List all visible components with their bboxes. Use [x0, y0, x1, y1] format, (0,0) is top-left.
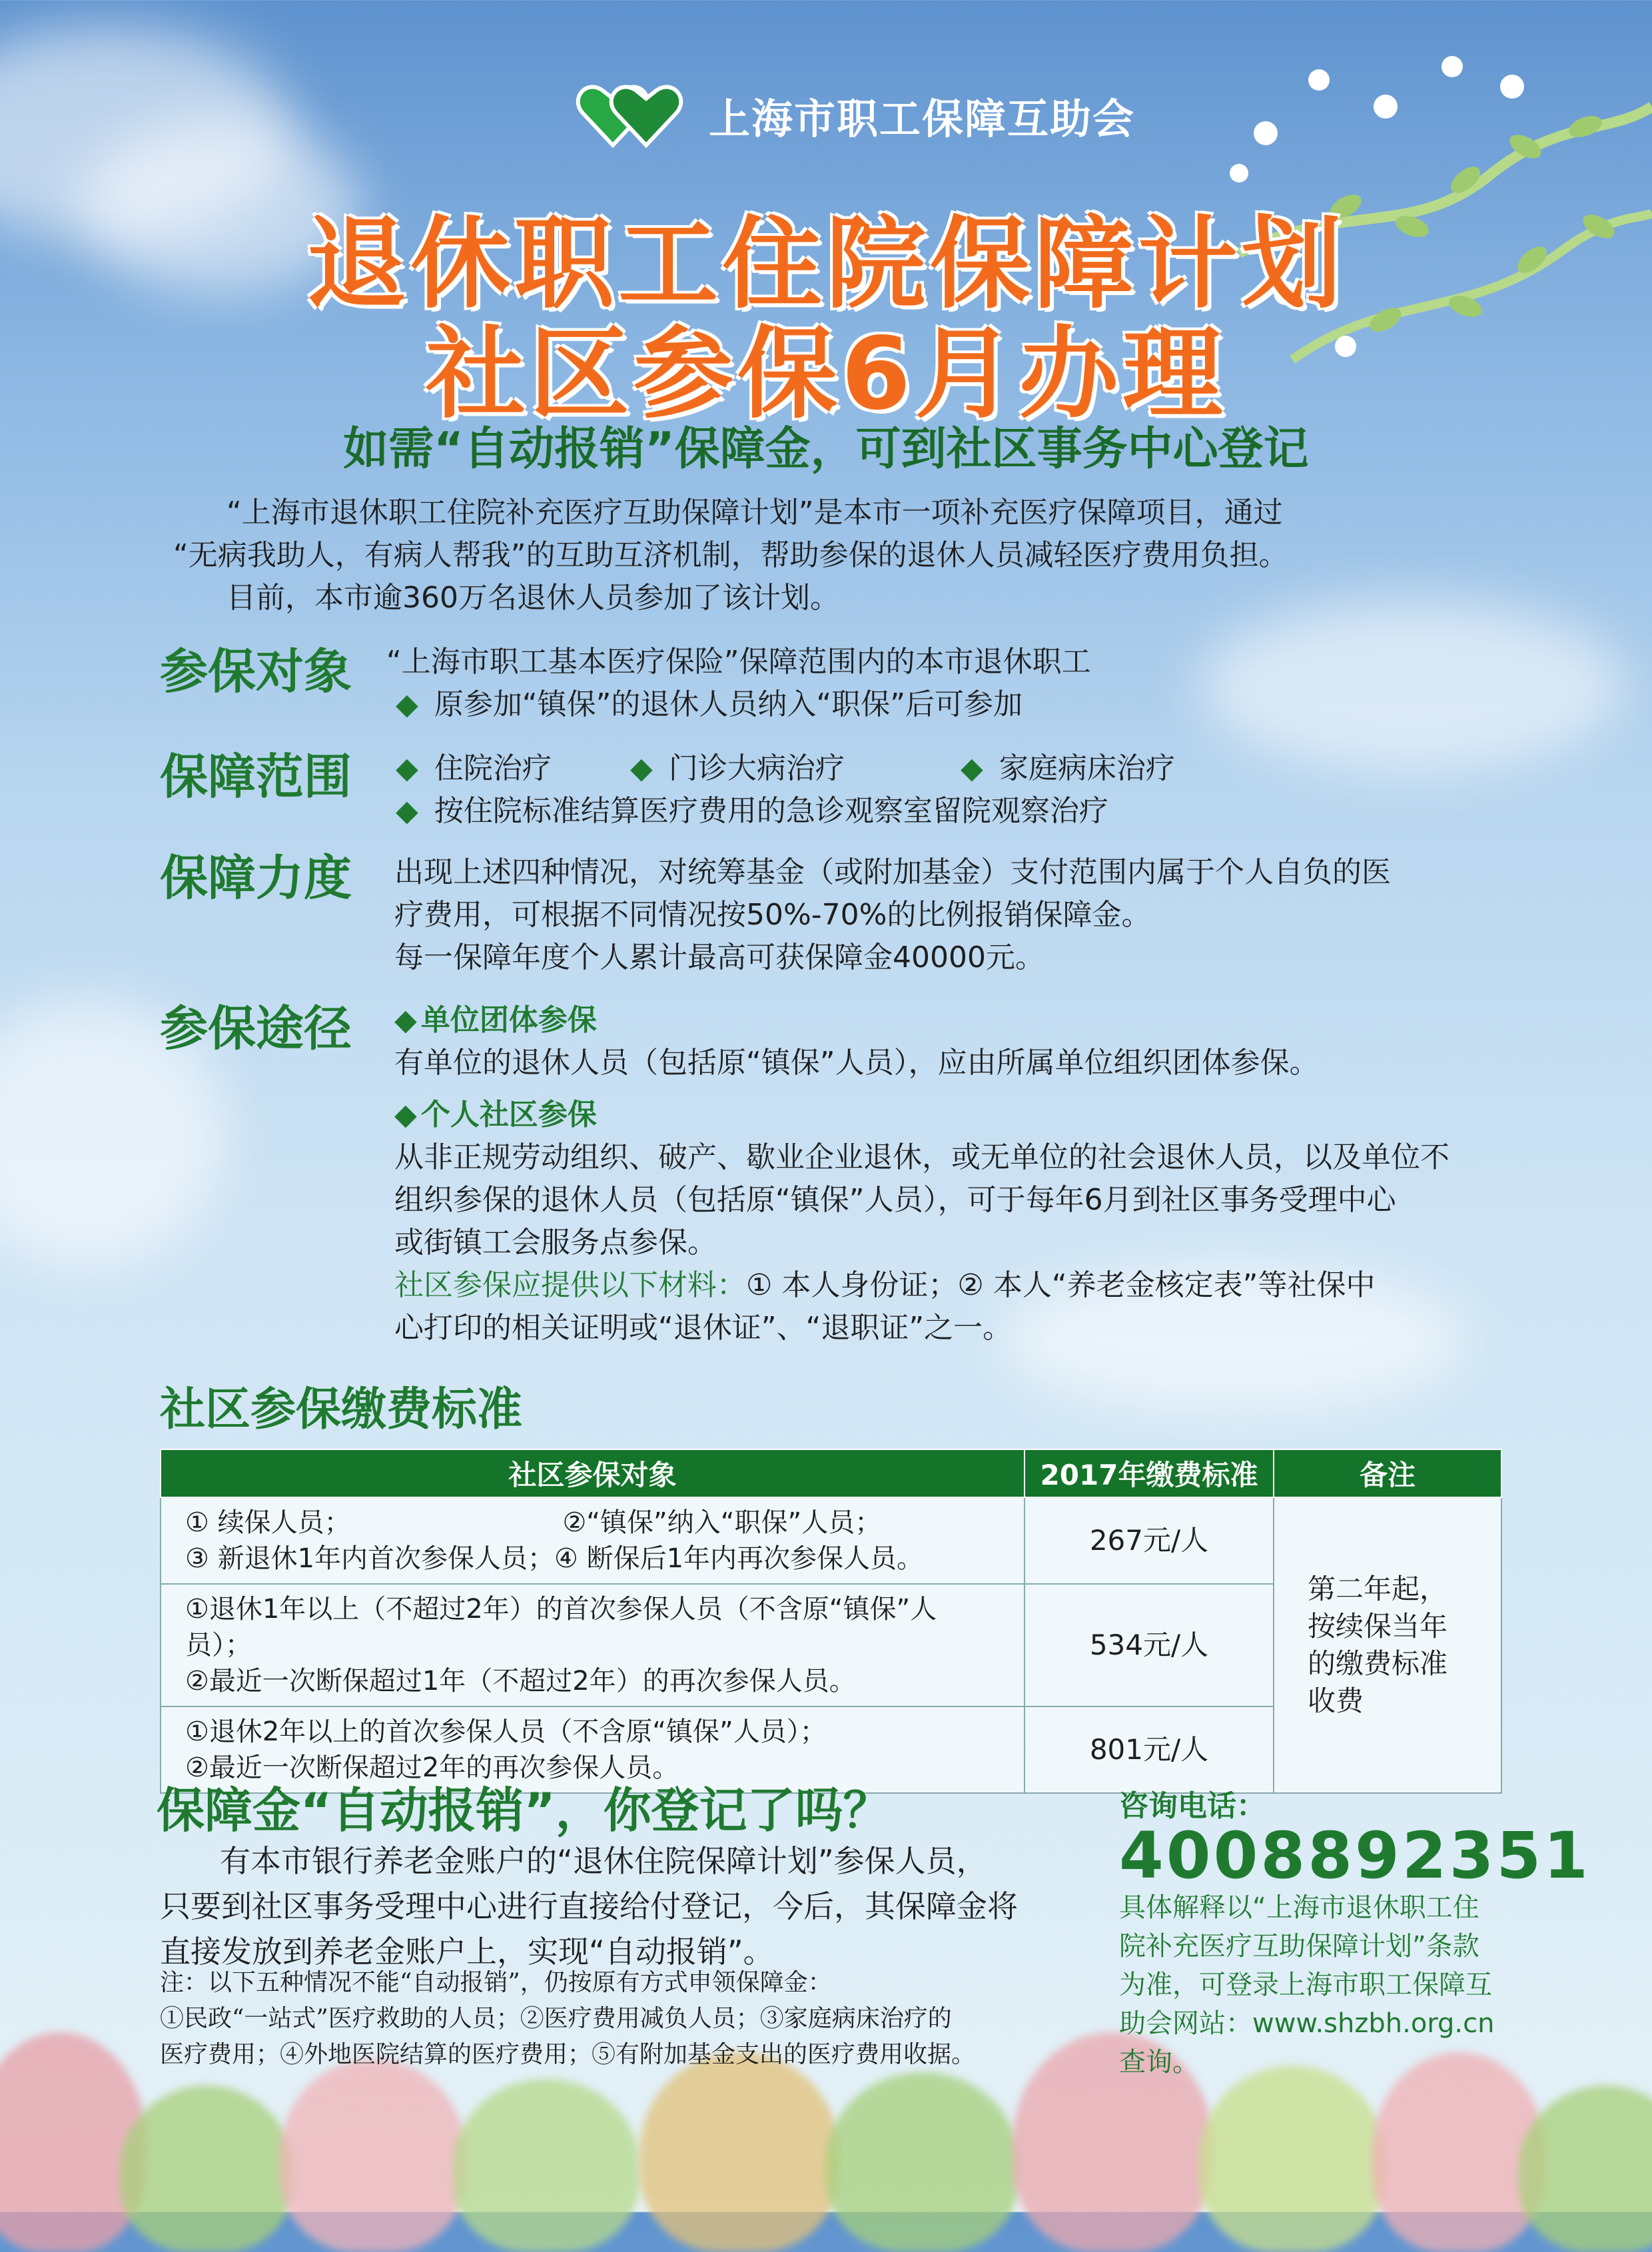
row-target-line: ②最近一次断保超过2年的再次参保人员。	[185, 1752, 679, 1783]
auto-reimburse-line: 只要到社区事务受理中心进行直接给付登记，今后，其保障金将	[160, 1888, 1018, 1924]
target-bullet-text: 原参加“镇保”的退休人员纳入“职保”后可参加	[434, 687, 1023, 721]
row-target-line: ②最近一次断保超过1年（不超过2年）的再次参保人员。	[185, 1666, 856, 1696]
route-sub2-line: 或街镇工会服务点参保。	[394, 1226, 717, 1260]
fee-table-title: 社区参保缴费标准	[160, 1383, 523, 1436]
row-target	[161, 1584, 1025, 1706]
diamond-bullet-icon: ◆	[394, 1003, 417, 1037]
target-bullet	[386, 683, 1505, 726]
scope-item	[630, 747, 961, 790]
org-name: 上海市职工保障互助会	[709, 94, 1136, 143]
section-scope-body	[396, 747, 1515, 833]
row-fee: 801元/人	[1025, 1706, 1274, 1793]
diamond-bullet-icon: ◆	[396, 794, 418, 828]
auto-reimburse-body	[160, 1838, 1079, 1974]
scope-item	[396, 747, 630, 790]
diamond-bullet-icon: ◆	[394, 1098, 417, 1132]
scope-item	[396, 790, 1515, 833]
tree-decoration	[1519, 2085, 1652, 2252]
fee-table-header	[161, 1449, 1501, 1497]
row-fee: 267元/人	[1025, 1497, 1274, 1584]
tree-decoration	[453, 2079, 639, 2252]
target-line: “上海市职工基本医疗保险”保障范围内的本市退休职工	[386, 645, 1091, 679]
tree-decoration	[639, 2052, 839, 2252]
row-target-line: ①退休2年以上的首次参保人员（不含原“镇保”人员）；	[185, 1716, 827, 1747]
route-sub2-title	[394, 1094, 1527, 1136]
section-route-body	[394, 999, 1527, 1349]
scope-item-text: 门诊大病治疗	[668, 751, 845, 785]
diamond-bullet-icon: ◆	[961, 751, 983, 785]
contact-note-line: 查询。	[1119, 2047, 1199, 2077]
row-fee: 534元/人	[1025, 1584, 1274, 1706]
header-note: 备注	[1274, 1449, 1501, 1497]
fee-note-line: 收费	[1308, 1685, 1364, 1717]
route-sub1-text: 有单位的退休人员（包括原“镇保”人员），应由所属单位组织团体参保。	[394, 1046, 1319, 1080]
header-target: 社区参保对象	[161, 1449, 1025, 1497]
note-line: ①民政“一站式”医疗救助的人员；②医疗费用减负人员；③家庭病床治疗的	[160, 2005, 952, 2032]
auto-reimburse-heading: 保障金“自动报销”，你登记了吗？	[157, 1782, 891, 1838]
auto-reimburse-line: 直接发放到养老金账户上，实现“自动报销”。	[160, 1934, 774, 1970]
section-heading-strength: 保障力度	[160, 850, 352, 906]
note-line: 注：以下五种情况不能“自动报销”，仍按原有方式申领保障金：	[160, 1969, 832, 1996]
tree-decoration	[826, 2072, 1019, 2252]
tree-decoration	[280, 2059, 466, 2252]
section-heading-target: 参保对象	[160, 643, 352, 699]
section-heading-scope: 保障范围	[160, 749, 352, 805]
diamond-bullet-icon: ◆	[630, 751, 653, 785]
note-line: 医疗费用；④外地医院结算的医疗费用；⑤有附加基金支出的医疗费用收据。	[160, 2041, 976, 2068]
strength-line: 疗费用，可根据不同情况按50%-70%的比例报销保障金。	[394, 898, 1151, 932]
intro-line: “上海市退休职工住院补充医疗互助保障计划”是本市一项补充医疗保障项目，通过	[226, 496, 1283, 530]
tree-decoration	[1199, 2065, 1386, 2252]
header-fee: 2017年缴费标准	[1025, 1449, 1274, 1497]
contact-phone[interactable]: 4008892351	[1119, 1818, 1591, 1893]
intro-paragraph	[160, 492, 1505, 619]
route-sub2-line: 从非正规劳动组织、破产、歇业企业退休，或无单位的社会退休人员，以及单位不	[394, 1140, 1449, 1174]
org-logo	[573, 79, 1135, 152]
scope-row	[396, 747, 1515, 790]
headline-line1: 退休职工住院保障计划	[306, 206, 1346, 322]
route-sub2-title-text: 个人社区参保	[420, 1098, 597, 1132]
route-sub2-line: 组织参保的退休人员（包括原“镇保”人员），可于每年6月到社区事务受理中心	[394, 1183, 1396, 1217]
tree-decoration	[1372, 2052, 1545, 2252]
fee-note-line: 按续保当年	[1308, 1610, 1448, 1643]
row-target-line: ①退休1年以上（不超过2年）的首次参保人员（不含原“镇保”人员）；	[185, 1594, 937, 1661]
row-target-line: ① 续保人员； ②“镇保”纳入“职保”人员；	[185, 1507, 882, 1538]
scope-item-text: 住院治疗	[434, 751, 552, 785]
contact-note-line: 助会网站：www.shzbh.org.cn	[1119, 2008, 1495, 2039]
contact-note-line: 为准，可登录上海市职工保障互	[1119, 1970, 1492, 2000]
table-row	[161, 1497, 1501, 1584]
intro-line: 目前，本市逾360万名退休人员参加了该计划。	[226, 581, 839, 615]
fee-note-line: 第二年起，	[1308, 1573, 1448, 1605]
row-target	[161, 1497, 1025, 1584]
tree-decoration	[120, 2085, 293, 2252]
section-heading-route: 参保途径	[160, 1000, 352, 1056]
strength-line: 每一保障年度个人累计最高可获保障金40000元。	[394, 940, 1044, 974]
scope-item-text: 按住院标准结算医疗费用的急诊观察室留院观察治疗	[434, 794, 1108, 828]
intro-line: “无病我助人，有病人帮我”的互助互济机制，帮助参保的退休人员减轻医疗费用负担。	[173, 538, 1288, 572]
headline-line2: 社区参保6月办理	[425, 316, 1227, 432]
fee-note	[1274, 1497, 1501, 1793]
contact-note-line: 院补充医疗互助保障计划”条款	[1119, 1931, 1479, 1962]
section-strength-body	[394, 851, 1513, 979]
route-sub1-title	[394, 999, 1527, 1042]
route-sub1-title-text: 单位团体参保	[420, 1003, 597, 1037]
contact-note-line: 具体解释以“上海市退休职工住	[1119, 1892, 1479, 1923]
auto-reimburse-note	[160, 1965, 1092, 2073]
strength-line: 出现上述四种情况，对统筹基金（或附加基金）支付范围内属于个人自负的医	[394, 855, 1391, 889]
auto-reimburse-line: 有本市银行养老金账户的“退休住院保障计划”参保人员，	[220, 1843, 987, 1879]
headline-subtitle: 如需“自动报销”保障金，可到社区事务中心登记	[343, 423, 1309, 476]
contact-note	[1119, 1888, 1519, 2081]
row-target-line: ③ 新退休1年内首次参保人员；④ 断保后1年内再次参保人员。	[185, 1543, 924, 1574]
fee-table	[160, 1449, 1502, 1794]
fee-note-line: 的缴费标准	[1308, 1647, 1448, 1680]
diamond-bullet-icon: ◆	[396, 687, 418, 721]
materials-label: 社区参保应提供以下材料：	[394, 1268, 746, 1302]
contact-label: 咨询电话：	[1119, 1789, 1266, 1823]
scope-item-text: 家庭病床治疗	[999, 751, 1175, 785]
diamond-bullet-icon: ◆	[396, 751, 418, 785]
route-materials	[394, 1264, 1527, 1307]
materials-line2: 心打印的相关证明或“退休证”、“退职证”之一。	[394, 1311, 1013, 1345]
section-target-body	[386, 641, 1505, 726]
heart-logo-icon	[573, 79, 686, 152]
materials-line1: ① 本人身份证；② 本人“养老金核定表”等社保中	[746, 1268, 1376, 1302]
scope-item	[961, 747, 1175, 790]
